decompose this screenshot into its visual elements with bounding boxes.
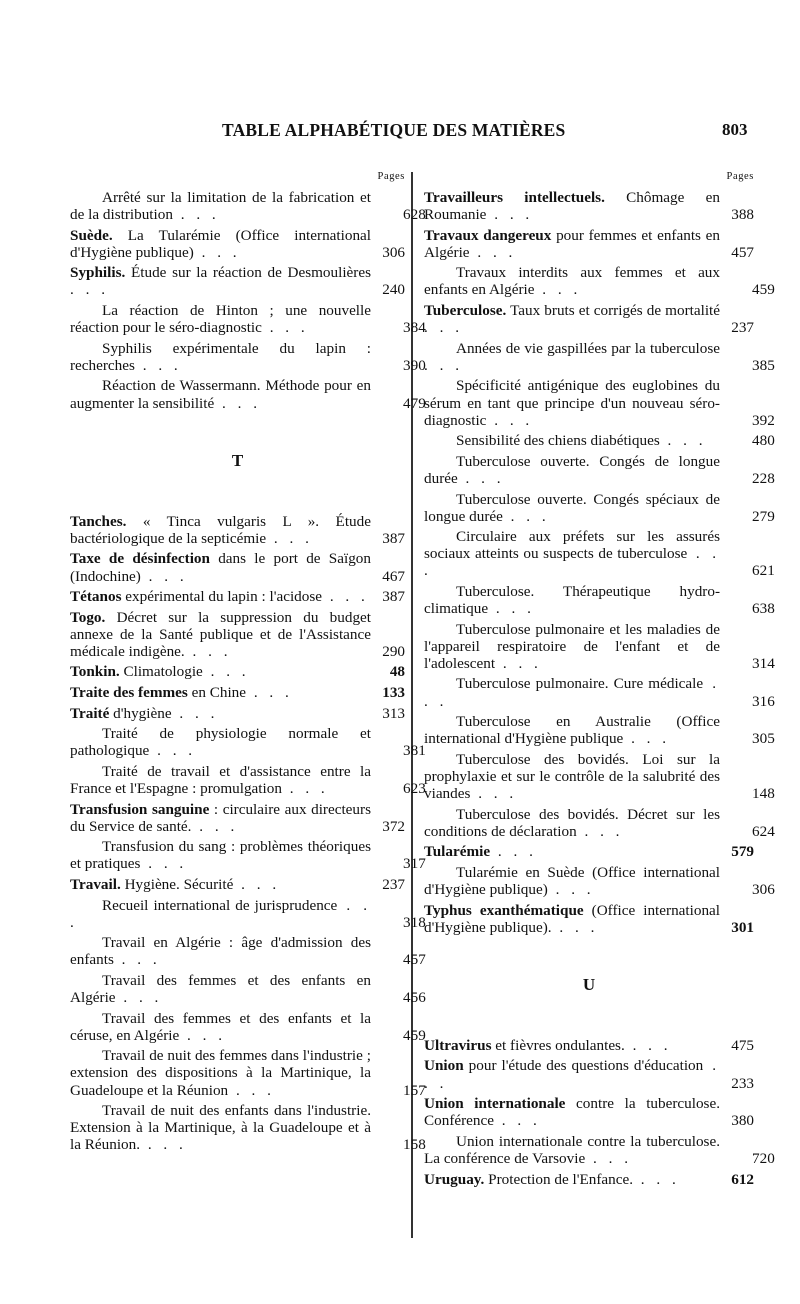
entry-page-number: 301 — [731, 918, 754, 936]
entry-heading: Syphilis. — [70, 264, 126, 282]
entry-heading: Travailleurs intellectuels. — [424, 189, 605, 206]
index-entry — [70, 513, 405, 547]
entry-heading: Uruguay. — [424, 1170, 485, 1188]
index-entry — [424, 805, 775, 840]
entry-page-number: 624 — [752, 822, 775, 840]
index-entry — [424, 227, 754, 261]
entry-text: Climatologie — [119, 663, 203, 681]
leader-dots: . . . — [113, 951, 161, 969]
entry-text: Travail de nuit des femmes dans l'industrie ; extension des dispositions à la Martinique, la Guadeloupe et la Réunion — [70, 1047, 371, 1099]
entry-text: Tuberculose en Australie (Office international d'Hygiène publique — [424, 713, 720, 748]
leader-dots: . . . — [469, 243, 517, 261]
index-entry — [70, 663, 405, 680]
entry-text: Décret sur la suppression du budget annexe de la Santé publique et de l'Assistance médicale indigène. — [70, 608, 371, 660]
entry-page-number: 305 — [752, 730, 775, 748]
entry-text: Traité de travail et d'assistance entre la France et l'Espagne : promulgation — [70, 762, 371, 798]
entry-heading: Taxe de désinfection — [70, 550, 210, 568]
entry-page-number: 579 — [731, 843, 754, 861]
entry-text: Recueil international de jurisprudence — [102, 896, 338, 914]
entry-heading: Traite des femmes — [70, 684, 188, 702]
entry-page-number: 157 — [403, 1081, 426, 1099]
index-entry — [70, 876, 405, 893]
entry-text: Taux bruts et corrigés de mortalité — [506, 302, 720, 320]
entry-page-number: 314 — [752, 654, 775, 672]
entry-heading: Typhus exanthématique — [424, 901, 584, 919]
index-entry — [424, 490, 775, 525]
leader-dots: . . . — [623, 730, 671, 748]
entry-heading: Tétanos — [70, 588, 122, 606]
entry-text: Spécificité antigénique des euglobines du sérum en tant que principe d'un nouveau séro-diagnostic — [424, 377, 720, 429]
entry-heading: Union internationale — [424, 1095, 566, 1113]
leader-dots: . . . — [140, 855, 188, 873]
entry-heading: Travail. — [70, 876, 121, 893]
leader-dots: . . . — [140, 1136, 187, 1154]
entry-page-number: 480 — [752, 432, 775, 450]
leader-dots: . . . — [202, 663, 250, 681]
entry-text: Réaction de Wassermann. Méthode pour en augmenter la sensibilité — [70, 377, 371, 412]
leader-dots: . . . — [134, 356, 182, 374]
entry-page-number: 313 — [382, 704, 405, 722]
pages-label-right: Pages — [726, 171, 754, 182]
leader-dots: . . . — [424, 545, 721, 580]
entry-page-number: 306 — [752, 880, 775, 898]
leader-dots: . . . — [228, 1081, 275, 1099]
leader-dots: . . . — [149, 742, 197, 760]
leader-dots: . . . — [576, 822, 624, 840]
entry-page-number: 456 — [403, 989, 426, 1007]
leader-dots: . . . — [193, 243, 241, 261]
leader-dots: . . . — [184, 642, 232, 660]
entry-page-number: 467 — [382, 567, 405, 585]
entry-heading: Togo. — [70, 608, 106, 626]
entry-text: d'hygiène — [109, 704, 172, 722]
leader-dots: . . . — [457, 469, 505, 487]
entry-page-number: 318 — [403, 913, 426, 931]
entry-page-number: 385 — [752, 356, 775, 374]
leader-dots: . . . — [495, 654, 542, 672]
entry-page-number: 148 — [752, 785, 775, 802]
entry-page-number: 623 — [403, 780, 426, 798]
entry-page-number: 392 — [752, 411, 775, 429]
entry-page-number: 306 — [382, 243, 405, 261]
leader-dots: . . . — [494, 1112, 541, 1130]
index-entry — [70, 801, 405, 835]
entry-page-number: 240 — [382, 281, 405, 299]
index-entry — [424, 863, 775, 898]
entry-text: « Tinca vulgaris L ». Étude bactériologique de la septicémie — [70, 512, 371, 547]
entry-page-number: 387 — [382, 529, 405, 547]
leader-dots: . . . — [659, 432, 707, 450]
entry-text: Tuberculose. Thérapeutique hydro-climatique — [424, 582, 720, 618]
entry-text: pour femmes et enfants en Algérie — [424, 226, 720, 261]
entry-page-number: 48 — [389, 663, 405, 681]
entry-text: Travaux interdits aux femmes et aux enfants en Algérie — [424, 264, 720, 299]
index-entry — [424, 1057, 754, 1091]
leader-dots: . . . — [633, 1170, 680, 1188]
index-entry — [70, 550, 405, 584]
entry-page-number: 387 — [382, 588, 405, 606]
index-entry — [424, 1171, 754, 1188]
entry-page-number: 381 — [403, 742, 426, 760]
index-entry — [70, 971, 426, 1007]
right-entries — [424, 189, 775, 1188]
entry-page-number: 388 — [731, 206, 754, 224]
entry-text: Travail des femmes et des enfants en Algérie — [70, 971, 371, 1007]
leader-dots: . . . — [424, 675, 720, 710]
index-entry — [424, 713, 775, 748]
index-entry — [70, 609, 405, 660]
entry-heading: Tanches. — [70, 512, 127, 530]
entry-text: (Office international d'Hygiène publique). — [424, 901, 720, 936]
page-title: TABLE ALPHABÉTIQUE DES MATIÈRES — [222, 120, 566, 140]
entry-heading: Tularémie — [424, 843, 491, 861]
entry-page-number: 228 — [752, 469, 775, 487]
entry-text: contre la tuberculose. Conférence — [424, 1095, 720, 1130]
leader-dots: . . . — [322, 588, 369, 606]
page-number: 803 — [722, 120, 748, 139]
index-entry — [70, 684, 405, 701]
index-entry — [70, 189, 426, 224]
right-column — [424, 168, 775, 1191]
leader-dots: . . . — [424, 1057, 721, 1092]
entry-text: Tularémie en Suède (Office international d'Hygiène publique) — [424, 863, 720, 898]
index-entry — [424, 1095, 754, 1129]
entry-page-number: 380 — [731, 1112, 754, 1130]
index-entry — [70, 1102, 426, 1154]
entry-text: Union internationale contre la tuberculose. La conférence de Varsovie — [424, 1132, 720, 1167]
leader-dots: . . . — [424, 356, 463, 374]
entry-text: : circulaire aux directeurs du Service de santé. — [70, 800, 371, 835]
entry-text: Traité de physiologie normale et pathologique — [70, 725, 371, 760]
entry-text: Tuberculose ouverte. Congés spéciaux de longue durée — [424, 490, 720, 525]
entry-text: et fièvres ondulantes. — [491, 1036, 625, 1054]
index-entry — [70, 377, 426, 412]
leader-dots: . . . — [488, 600, 535, 618]
entry-text: Tuberculose pulmonaire. Cure médicale — [456, 675, 704, 693]
index-entry — [70, 264, 405, 298]
index-entry — [70, 934, 426, 969]
leader-dots: . . . — [266, 529, 313, 547]
entry-page-number: 237 — [731, 319, 754, 337]
entry-page-number: 158 — [403, 1136, 426, 1154]
index-entry — [424, 452, 775, 487]
entry-text: Étude sur la réaction de Desmoulières — [125, 264, 371, 282]
entry-page-number: 316 — [752, 692, 775, 710]
entry-heading: Travaux dangereux — [424, 226, 552, 244]
entry-text: Travail de nuit des enfants dans l'industrie. Extension à la Martinique, à la Guadeloupe et à la Réunion. — [70, 1102, 371, 1154]
index-entry — [424, 302, 754, 336]
entry-page-number: 459 — [752, 281, 775, 299]
entry-text: La réaction de Hinton ; une nouvelle réaction pour le séro-diagnostic — [70, 302, 371, 337]
index-entry — [70, 339, 426, 374]
entry-heading: Transfusion sanguine — [70, 800, 210, 818]
index-entry — [424, 675, 775, 710]
entry-page-number: 628 — [403, 206, 426, 224]
leader-dots: . . . — [172, 206, 220, 224]
index-entry — [424, 377, 775, 429]
leader-dots: . . . — [233, 876, 281, 893]
index-entry — [70, 588, 405, 605]
entry-heading: Union — [424, 1057, 464, 1075]
leader-dots: . . . — [585, 1149, 632, 1167]
leader-dots: . . . — [70, 281, 109, 299]
entry-text: Hygiène. Sécurité — [120, 876, 234, 893]
leader-dots: . . . — [281, 780, 329, 798]
entry-text: Protection de l'Enfance. — [484, 1170, 633, 1188]
index-entry — [70, 725, 426, 760]
leader-dots: . . . — [486, 411, 534, 429]
index-entry — [424, 843, 754, 860]
index-entry — [70, 1009, 426, 1044]
index-entry — [424, 264, 775, 299]
leader-dots: . . . — [214, 394, 262, 412]
entry-text: pour l'étude des questions d'éducation — [463, 1057, 704, 1075]
section-letter: T — [231, 450, 244, 470]
index-entry — [70, 838, 426, 873]
index-entry — [70, 302, 426, 337]
entry-heading: Tonkin. — [70, 663, 120, 681]
entry-page-number: 317 — [403, 855, 426, 873]
entry-text: Chômage en Roumanie — [424, 189, 720, 224]
entry-page-number: 612 — [731, 1170, 754, 1188]
leader-dots: . . . — [502, 507, 550, 525]
entry-page-number: 384 — [403, 319, 426, 337]
index-entry — [424, 1037, 754, 1054]
leader-dots: . . . — [486, 206, 534, 224]
index-entry — [70, 762, 426, 798]
entry-page-number: 479 — [403, 394, 426, 412]
entry-page-number: 638 — [752, 600, 775, 618]
leader-dots: . . . — [191, 817, 239, 835]
entry-page-number: 459 — [403, 1026, 426, 1044]
index-entry — [424, 528, 775, 580]
entry-page-number: 290 — [382, 642, 405, 660]
entry-page-number: 720 — [752, 1149, 775, 1167]
leader-dots: . . . — [70, 896, 371, 931]
entry-text: Sensibilité des chiens diabétiques — [456, 432, 660, 450]
entry-text: Transfusion du sang : problèmes théoriques et pratiques — [70, 838, 371, 873]
entry-page-number: 621 — [752, 562, 775, 580]
index-entry — [424, 902, 754, 936]
entry-text: Syphilis expérimentale du lapin : recherches — [70, 339, 371, 374]
entry-text: Arrêté sur la limitation de la fabrication et de la distribution — [70, 189, 371, 224]
leader-dots: . . . — [547, 880, 595, 898]
entry-heading: Ultravirus — [424, 1036, 492, 1054]
left-entries — [70, 189, 426, 1154]
entry-text: en Chine — [187, 684, 247, 702]
index-entry — [424, 620, 775, 672]
index-entry — [424, 339, 775, 374]
entry-text: Années de vie gaspillées par la tuberculose — [456, 339, 720, 357]
leader-dots: . . . — [624, 1036, 672, 1054]
entry-text: La Tularémie (Office international d'Hygiène publique) — [70, 226, 371, 261]
section-letter: U — [582, 974, 596, 994]
entry-text: dans le port de Saïgon (Indochine) — [70, 550, 371, 585]
left-column — [70, 168, 426, 1157]
entry-text: Tuberculose des bovidés. Décret sur les conditions de déclaration — [424, 805, 720, 840]
leader-dots: . . . — [261, 319, 309, 337]
entry-page-number: 457 — [403, 951, 426, 969]
entry-page-number: 475 — [731, 1036, 754, 1054]
entry-heading: Tuberculose. — [424, 302, 507, 320]
index-entry — [424, 1132, 775, 1167]
index-entry — [424, 432, 775, 450]
entry-heading: Suède. — [70, 226, 113, 244]
entry-text: expérimental du lapin : l'acidose — [121, 588, 323, 606]
entry-text: Tuberculose pulmonaire et les maladies de l'appareil respiratoire de l'enfant et de l'adolescent — [424, 620, 720, 672]
entry-heading: Traité — [70, 704, 110, 722]
entry-page-number: 233 — [731, 1074, 754, 1092]
index-entry — [70, 1047, 426, 1099]
page-header — [0, 120, 800, 150]
entry-text: Tuberculose des bovidés. Loi sur la prophylaxie et sur le contrôle de la salubrité des viandes — [424, 750, 720, 802]
leader-dots: . . . — [534, 281, 582, 299]
entry-text: Tuberculose ouverte. Congés de longue durée — [424, 452, 720, 487]
leader-dots: . . . — [140, 567, 188, 585]
leader-dots: . . . — [246, 684, 293, 702]
entry-page-number: 279 — [752, 507, 775, 525]
entry-page-number: 457 — [731, 243, 754, 261]
index-entry — [70, 896, 426, 931]
pages-label-left: Pages — [377, 171, 405, 182]
leader-dots: . . . — [470, 785, 518, 802]
entry-text: Circulaire aux préfets sur les assurés sociaux atteints ou suspects de tuberculose — [424, 528, 720, 563]
leader-dots: . . . — [171, 704, 219, 722]
leader-dots: . . . — [179, 1026, 226, 1044]
leader-dots: . . . — [115, 989, 163, 1007]
entry-page-number: 372 — [382, 817, 405, 835]
entry-text: Travail des femmes et des enfants et la céruse, en Algérie — [70, 1009, 371, 1044]
entry-page-number: 133 — [382, 684, 405, 702]
leader-dots: . . . — [490, 843, 537, 861]
leader-dots: . . . — [551, 918, 599, 936]
index-entry — [70, 705, 405, 722]
index-entry — [424, 189, 754, 223]
index-entry — [70, 227, 405, 261]
index-entry — [424, 582, 775, 618]
entry-text: Travail en Algérie : âge d'admission des enfants — [70, 934, 371, 969]
entry-page-number: 237 — [382, 876, 405, 893]
index-entry — [424, 750, 775, 802]
leader-dots: . . . — [424, 319, 463, 337]
entry-page-number: 390 — [403, 356, 426, 374]
